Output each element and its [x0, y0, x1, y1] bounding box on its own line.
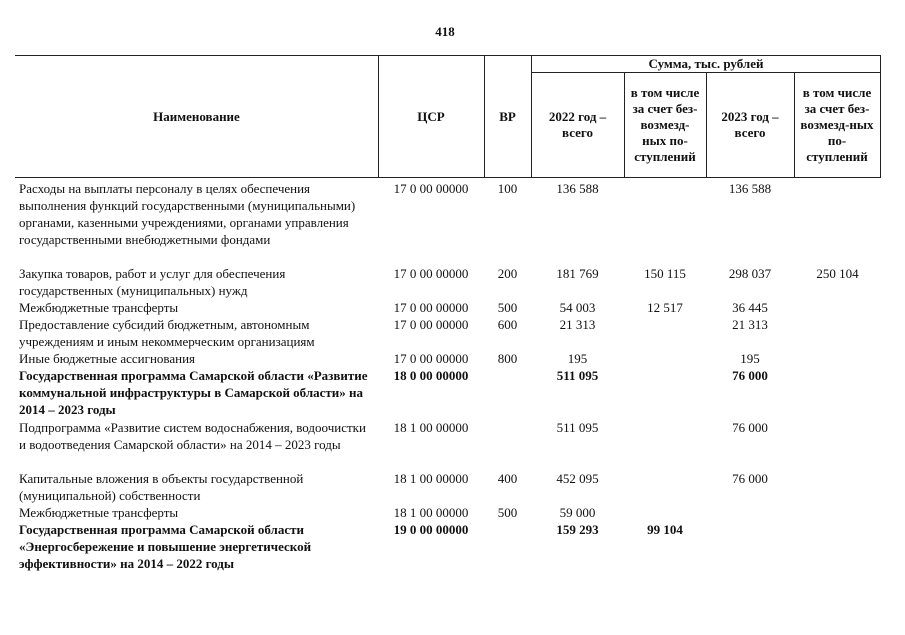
row-name: Расходы на выплаты персоналу в целях обеспечения выполнения функций государственными (муниципальными) органами, казенными учреждениями, органами управления государственными внебюджетными фондами	[19, 181, 356, 247]
row-csr: 19 0 00 00000	[393, 522, 469, 537]
row-name: Межбюджетные трансферты	[19, 300, 179, 315]
row-2022-total: 181 769	[556, 266, 599, 281]
page-number: 418	[435, 24, 455, 39]
row-2022-total: 54 003	[559, 300, 596, 315]
row-2023-total: 298 037	[728, 266, 772, 281]
header-divider	[880, 55, 881, 178]
row-2022-total: 452 095	[556, 471, 599, 486]
row-2023-free: 250 104	[816, 266, 859, 281]
row-csr: 18 0 00 00000	[393, 368, 469, 383]
row-2022-total: 159 293	[556, 522, 599, 537]
row-name: Подпрограмма «Развитие систем водоснабжения, водоочистки и водоотведения Самарской области» на 2014 – 2023 годы	[19, 420, 366, 452]
row-2023-total: 195	[740, 351, 760, 366]
row-vr: 800	[497, 351, 518, 366]
row-vr: 400	[497, 471, 518, 486]
row-csr: 18 1 00 00000	[393, 471, 469, 486]
row-2022-free: 12 517	[647, 300, 683, 315]
row-name: Предоставление субсидий бюджетным, автономным учреждениям и иным некоммерческим организациям	[19, 317, 315, 349]
row-csr: 17 0 00 00000	[393, 351, 469, 366]
row-2022-free: 150 115	[644, 266, 686, 281]
header-2022-free: в том числе за счет без-возмезд-ных по-ступлений	[630, 85, 700, 164]
row-vr: 100	[497, 181, 518, 196]
row-2023-total: 76 000	[732, 471, 768, 486]
row-name: Государственная программа Самарской области «Развитие коммунальной инфраструктуры в Самарской области» на 2014 – 2023 годы	[19, 368, 368, 417]
header-vr: ВР	[499, 108, 516, 124]
row-name: Иные бюджетные ассигнования	[19, 351, 196, 366]
row-2023-total: 136 588	[728, 181, 772, 196]
row-2022-free: 99 104	[647, 522, 683, 537]
row-2023-total: 76 000	[732, 420, 768, 435]
row-2023-total: 76 000	[732, 368, 768, 383]
header-name: Наименование	[153, 108, 240, 124]
row-name: Капитальные вложения в объекты государственной (муниципальной) собственности	[19, 471, 304, 503]
row-vr: 600	[497, 317, 518, 332]
row-2023-total: 21 313	[732, 317, 768, 332]
row-2022-total: 195	[567, 351, 588, 366]
row-csr: 17 0 00 00000	[393, 266, 469, 281]
row-2022-total: 59 000	[559, 505, 596, 520]
row-csr: 18 1 00 00000	[393, 420, 469, 435]
row-2022-total: 136 588	[556, 181, 599, 196]
row-2022-total: 21 313	[559, 317, 596, 332]
row-2023-total: 36 445	[732, 300, 768, 315]
header-csr: ЦСР	[417, 108, 445, 124]
header-2023-total: 2023 год – всего	[721, 109, 779, 140]
row-vr: 500	[497, 505, 518, 520]
header-sum-group: Сумма, тыс. рублей	[648, 55, 764, 71]
row-vr: 500	[497, 300, 518, 315]
row-csr: 18 1 00 00000	[393, 505, 469, 520]
header-2022-total: 2022 год – всего	[548, 109, 607, 140]
table-header	[15, 55, 881, 178]
header-2023-free: в том числе за счет без-возмезд-ных по-ступлений	[800, 85, 874, 164]
row-name: Государственная программа Самарской области «Энергосбережение и повышение энергетической эффективности» на 2014 – 2022 годы	[19, 522, 312, 571]
row-vr: 200	[497, 266, 518, 281]
row-name: Межбюджетные трансферты	[19, 505, 179, 520]
row-2022-total: 511 095	[556, 420, 599, 435]
row-csr: 17 0 00 00000	[393, 317, 469, 332]
row-csr: 17 0 00 00000	[393, 181, 469, 196]
row-2022-total: 511 095	[556, 368, 599, 383]
row-csr: 17 0 00 00000	[393, 300, 469, 315]
row-name: Закупка товаров, работ и услуг для обеспечения государственных (муниципальных) нужд	[19, 266, 286, 298]
